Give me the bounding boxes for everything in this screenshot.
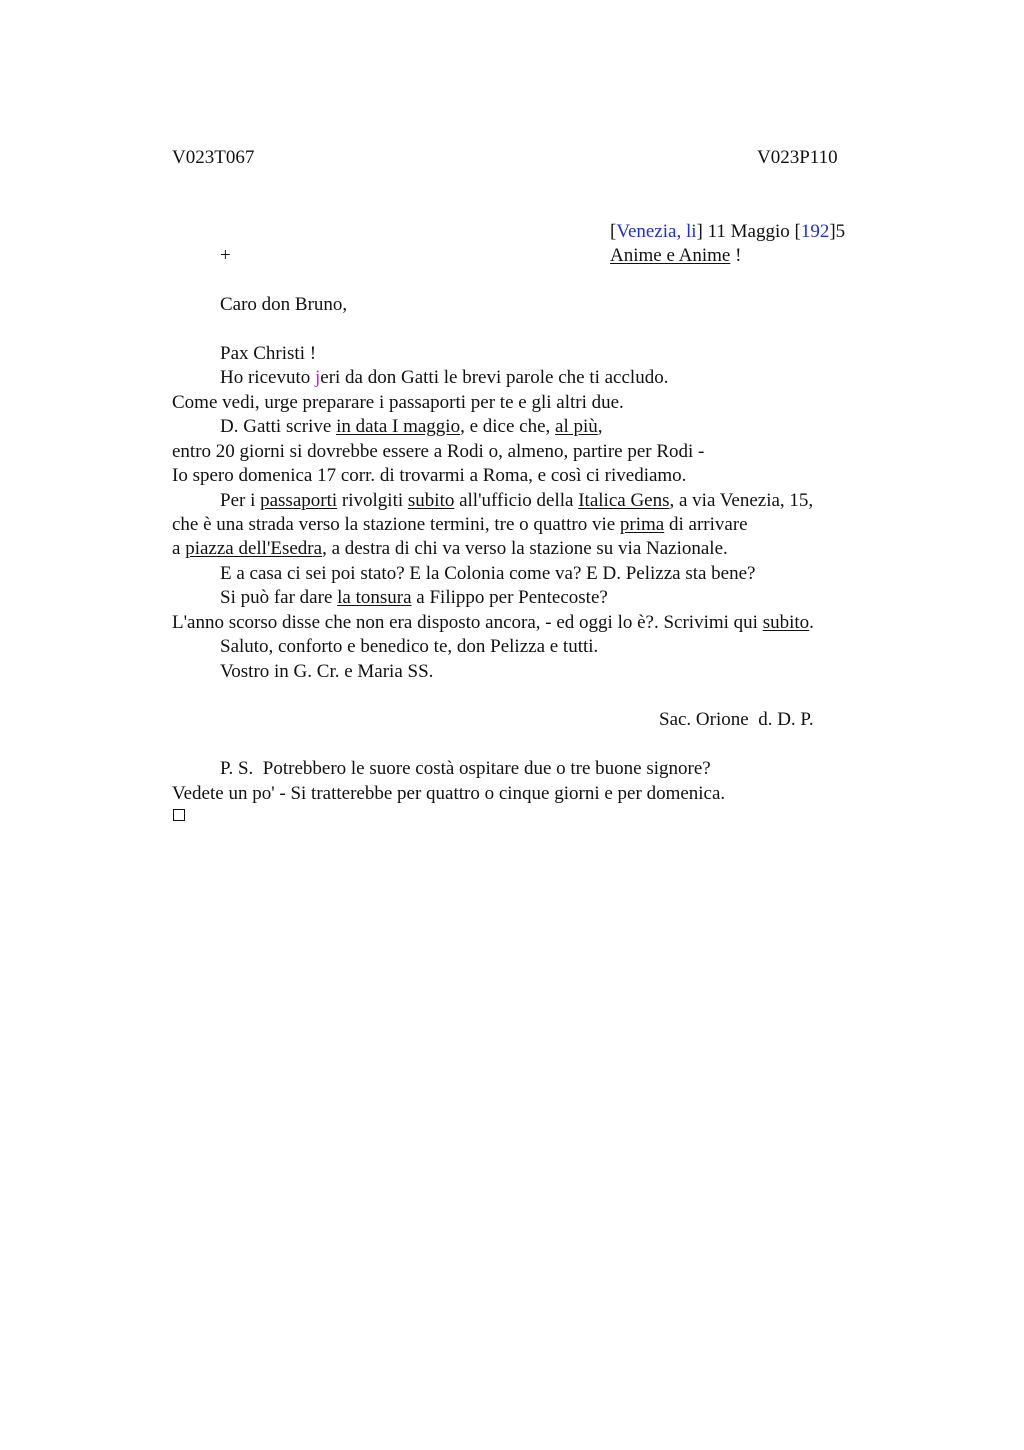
underlined-phrase: subito [407, 490, 455, 511]
dateline-place: Venezia, li [616, 221, 697, 242]
dateline-date: ] 11 Maggio [ [696, 221, 801, 242]
underlined-phrase: subito [762, 612, 810, 633]
document-code-right: V023P110 [757, 147, 838, 168]
body-line-6 [220, 489, 813, 513]
underlined-phrase: la tonsura [337, 587, 412, 608]
body-text: , a destra di chi va verso la stazione su via Nazionale. [322, 538, 728, 559]
body-text: a Filippo per Pentecoste? [411, 587, 608, 608]
body-text: eri da don Gatti le brevi parole che ti accludo. [320, 367, 669, 388]
dateline [610, 220, 845, 244]
body-text: a [172, 538, 186, 559]
body-text: di arrivare [664, 514, 748, 535]
body-text: , a via Venezia, 15, [669, 490, 814, 511]
postscript-line-1: P. S. Potrebbero le suore costà ospitare due o tre buone signore? [220, 758, 711, 779]
body-line-1 [220, 366, 668, 390]
body-line-11 [172, 611, 814, 635]
body-line-13: Vostro in G. Cr. e Maria SS. [220, 661, 434, 682]
greeting: Pax Christi ! [220, 343, 317, 364]
body-text: Per i [220, 490, 261, 511]
underlined-phrase: Italica Gens [578, 490, 670, 511]
postscript-line-2: Vedete un po' - Si tratterebbe per quattro o cinque giorni e per domenica. [172, 783, 726, 804]
underlined-phrase: prima [619, 514, 665, 535]
dateline-year-end: ]5 [829, 221, 846, 242]
salutation: Caro don Bruno, [220, 294, 348, 315]
cross-mark: + [220, 245, 231, 266]
document-code-left: V023T067 [172, 147, 255, 168]
body-line-10 [220, 586, 608, 610]
body-line-9: E a casa ci sei poi stato? E la Colonia come va? E D. Pelizza sta bene? [220, 563, 756, 584]
motto-tail: ! [730, 245, 742, 266]
body-text: L'anno scorso disse che non era disposto ancora, - ed oggi lo è?. Scrivimi qui [172, 612, 763, 633]
body-line-12: Saluto, conforto e benedico te, don Pelizza e tutti. [220, 636, 599, 657]
body-text: rivolgiti [337, 490, 408, 511]
body-line-5: Io spero domenica 17 corr. di trovarmi a Roma, e così ci rivediamo. [172, 465, 687, 486]
signature: Sac. Orione d. D. P. [659, 709, 814, 730]
underlined-phrase: passaporti [260, 490, 338, 511]
body-text: , [597, 416, 603, 437]
underlined-phrase: in data I maggio [336, 416, 461, 437]
underlined-phrase: piazza dell'Esedra [185, 538, 323, 559]
body-text: Si può far dare [220, 587, 338, 608]
dateline-bracket-open: [ [610, 221, 617, 242]
body-text: all'ufficio della [454, 490, 579, 511]
dateline-year-part: 192 [800, 221, 830, 242]
body-line-8 [172, 537, 728, 561]
motto [610, 244, 741, 268]
end-of-document-box-icon [173, 809, 185, 821]
underlined-phrase: al più [555, 416, 598, 437]
body-text: che è una strada verso la stazione termini, tre o quattro vie [172, 514, 620, 535]
body-line-4: entro 20 giorni si dovrebbe essere a Rodi o, almeno, partire per Rodi - [172, 441, 705, 462]
editorial-letter: j [314, 367, 321, 388]
body-line-2: Come vedi, urge preparare i passaporti per te e gli altri due. [172, 392, 624, 413]
body-text: . [809, 612, 814, 633]
body-line-3 [220, 415, 603, 439]
body-line-7 [172, 513, 748, 537]
motto-underlined: Anime e Anime [610, 245, 731, 266]
body-text: D. Gatti scrive [220, 416, 337, 437]
body-text: , e dice che, [460, 416, 556, 437]
body-text: Ho ricevuto [220, 367, 315, 388]
